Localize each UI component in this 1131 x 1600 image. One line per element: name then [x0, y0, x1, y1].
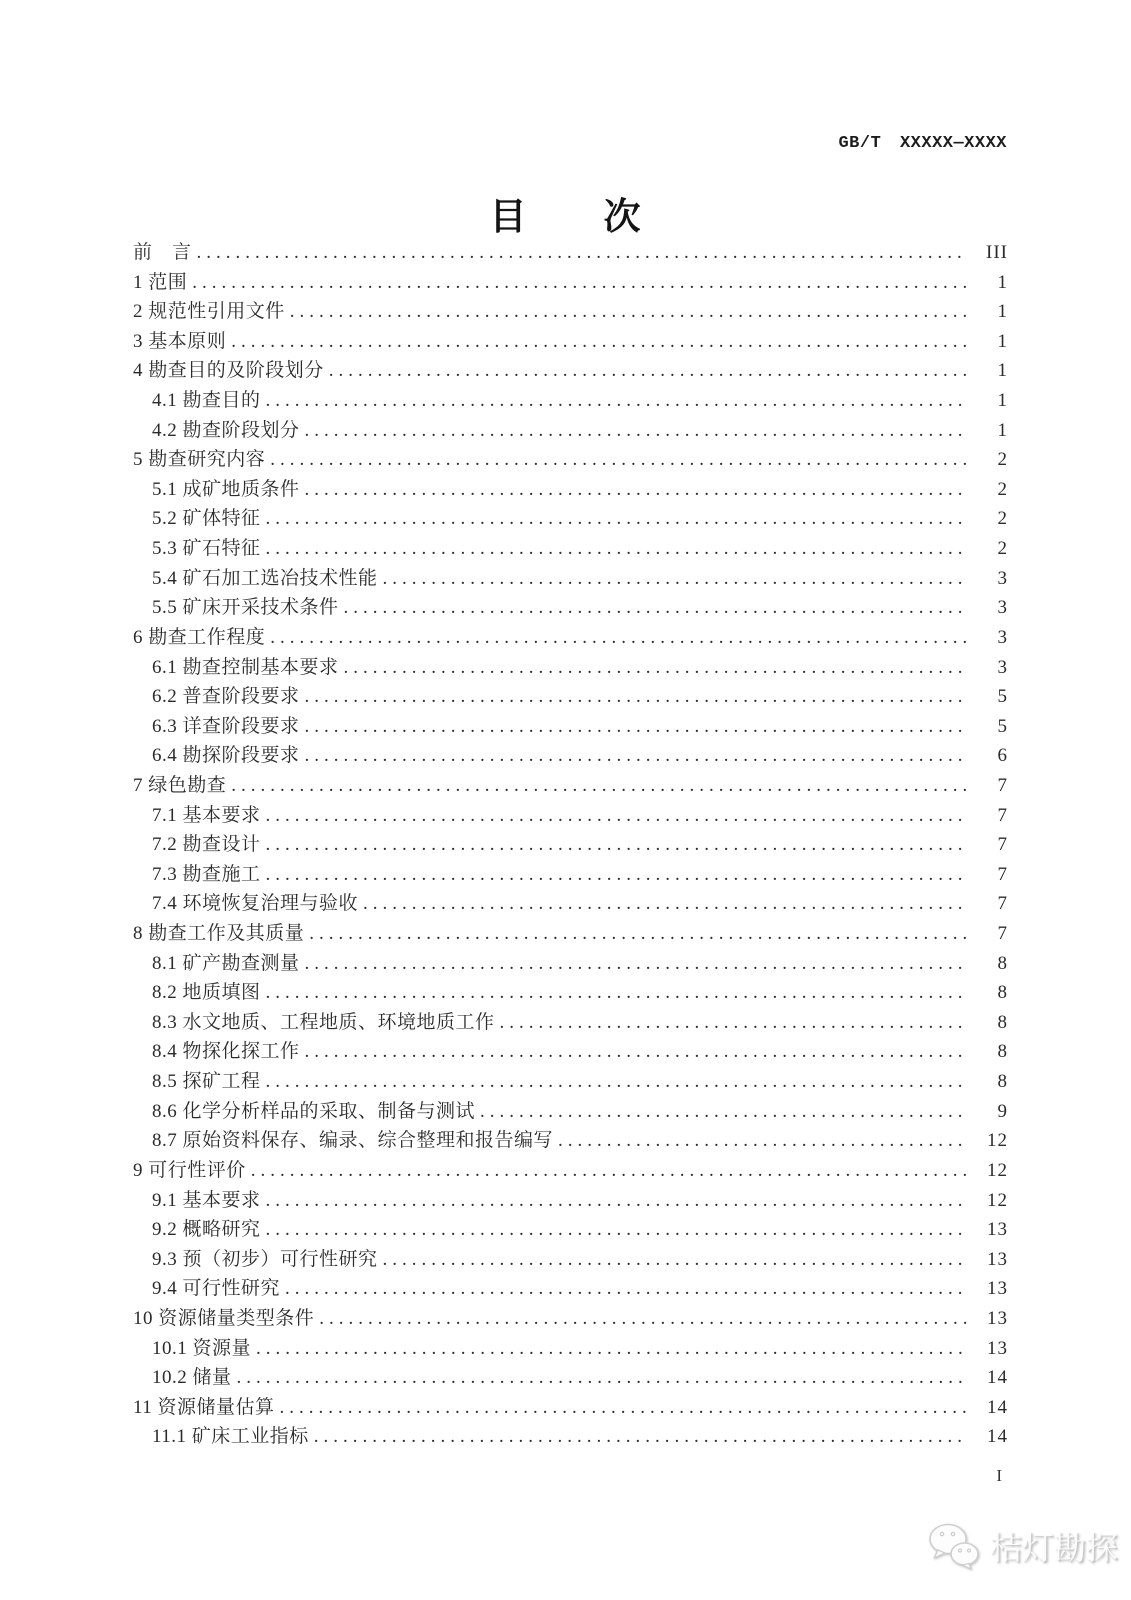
toc-entry-page: 7: [997, 923, 1008, 945]
toc-entry-label: 5.2 矿体特征: [152, 508, 261, 530]
toc-entry-label: 8.3 水文地质、工程地质、环境地质工作: [152, 1011, 495, 1033]
dot-leader: [309, 919, 967, 949]
dot-leader: [270, 623, 967, 653]
toc-entry: [133, 889, 1008, 919]
toc-entry: [133, 1334, 1008, 1364]
toc-entry: [133, 386, 1008, 416]
wechat-logo-icon: [928, 1522, 980, 1570]
toc-entry-page: 13: [987, 1278, 1008, 1300]
toc-entry-label: 8 勘查工作及其质量: [133, 923, 305, 945]
toc-entry: [133, 623, 1008, 653]
toc-entry-label: 5.1 成矿地质条件: [152, 478, 300, 500]
toc-entry: [133, 593, 1008, 623]
dot-leader: [256, 1334, 967, 1364]
dot-leader: [305, 712, 967, 742]
dot-leader: [305, 416, 967, 446]
toc-entry: [133, 1215, 1008, 1245]
toc-entry: [133, 238, 1008, 268]
toc-entry: [133, 741, 1008, 771]
toc-entry: [133, 919, 1008, 949]
toc-entry-page: 8: [997, 1011, 1008, 1033]
toc-entry-page: 8: [997, 952, 1008, 974]
toc-entry-page: 7: [997, 834, 1008, 856]
toc-entry: [133, 860, 1008, 890]
toc-entry-label: 7.1 基本要求: [152, 804, 261, 826]
dot-leader: [266, 386, 967, 416]
dot-leader: [500, 1008, 967, 1038]
toc-entry-label: 7.4 环境恢复治理与验收: [152, 893, 359, 915]
toc-entry-label: 10.1 资源量: [152, 1337, 252, 1359]
toc-entry-label: 8.6 化学分析样品的采取、制备与测试: [152, 1100, 476, 1122]
dot-leader: [266, 801, 967, 831]
toc-entry-page: 3: [997, 656, 1008, 678]
toc-entry: [133, 1274, 1008, 1304]
toc-entry-label: 4.2 勘查阶段划分: [152, 419, 300, 441]
dot-leader: [266, 1067, 967, 1097]
page-title: 目 次: [489, 197, 642, 238]
dot-leader: [558, 1126, 967, 1156]
dot-leader: [314, 1422, 967, 1452]
dot-leader: [480, 1097, 967, 1127]
toc-entry-page: 1: [997, 419, 1008, 441]
toc-entry-page: 7: [997, 804, 1008, 826]
toc-entry-page: 12: [987, 1159, 1008, 1181]
dot-leader: [231, 771, 967, 801]
dot-leader: [197, 238, 967, 268]
toc-entry-page: 2: [997, 478, 1008, 500]
toc-entry-page: 14: [987, 1396, 1008, 1418]
toc-entry-label: 2 规范性引用文件: [133, 301, 285, 323]
toc-entry: [133, 830, 1008, 860]
dot-leader: [266, 830, 967, 860]
toc-entry-label: 11.1 矿床工业指标: [152, 1426, 309, 1448]
dot-leader: [285, 1274, 967, 1304]
dot-leader: [305, 475, 967, 505]
toc-entry-page: 7: [997, 774, 1008, 796]
toc-entry: [133, 416, 1008, 446]
dot-leader: [251, 1156, 967, 1186]
toc-entry-label: 9.3 预（初步）可行性研究: [152, 1248, 378, 1270]
dot-leader: [270, 445, 967, 475]
toc-entry-page: 2: [997, 449, 1008, 471]
toc-entry-label: 5.3 矿石特征: [152, 538, 261, 560]
toc-entry-label: 6.4 勘探阶段要求: [152, 745, 300, 767]
toc-entry-page: 14: [987, 1367, 1008, 1389]
toc-entry: [133, 1037, 1008, 1067]
toc-entry-page: 2: [997, 508, 1008, 530]
toc-entry-page: 8: [997, 1041, 1008, 1063]
toc-entry-label: 5.5 矿床开采技术条件: [152, 597, 339, 619]
toc-entry: [133, 1067, 1008, 1097]
toc-entry-page: 3: [997, 567, 1008, 589]
folio-page-number: I: [996, 1466, 1003, 1485]
toc-entry-page: 1: [997, 271, 1008, 293]
toc-entry-label: 前 言: [133, 242, 192, 263]
toc-entry: [133, 1186, 1008, 1216]
standard-code: GB/T XXXXX—XXXX: [838, 134, 1007, 153]
toc-entry-label: 5.4 矿石加工选冶技术性能: [152, 567, 378, 589]
toc-entry: [133, 534, 1008, 564]
toc-entry-label: 9.2 概略研究: [152, 1219, 261, 1241]
toc-entry-page: 13: [987, 1307, 1008, 1329]
toc-entry: [133, 949, 1008, 979]
toc-entry-page: 8: [997, 982, 1008, 1004]
watermark-text: 桔灯勘探: [990, 1530, 1119, 1566]
toc-entry: [133, 1422, 1008, 1452]
dot-leader: [266, 860, 967, 890]
dot-leader: [305, 741, 967, 771]
toc-entry: [133, 356, 1008, 386]
toc-entry-page: 7: [997, 863, 1008, 885]
dot-leader: [266, 1186, 967, 1216]
toc-entry-page: 13: [987, 1219, 1008, 1241]
dot-leader: [231, 327, 967, 357]
toc-entry-label: 6 勘查工作程度: [133, 626, 266, 648]
dot-leader: [344, 593, 967, 623]
toc-entry-page: 3: [997, 626, 1008, 648]
toc-entry-label: 8.2 地质填图: [152, 982, 261, 1004]
table-of-contents: [133, 238, 1008, 1452]
dot-leader: [237, 1363, 967, 1393]
toc-entry-label: 8.5 探矿工程: [152, 1071, 261, 1093]
toc-entry-label: 4.1 勘查目的: [152, 390, 261, 412]
toc-entry: [133, 504, 1008, 534]
toc-entry-page: 1: [997, 360, 1008, 382]
toc-entry: [133, 978, 1008, 1008]
toc-entry: [133, 682, 1008, 712]
toc-entry-page: 6: [997, 745, 1008, 767]
toc-entry-label: 10.2 储量: [152, 1367, 232, 1389]
dot-leader: [344, 653, 967, 683]
toc-entry-page: 3: [997, 597, 1008, 619]
toc-entry-label: 6.1 勘查控制基本要求: [152, 656, 339, 678]
dot-leader: [329, 356, 967, 386]
toc-entry-page: 13: [987, 1248, 1008, 1270]
dot-leader: [383, 564, 967, 594]
dot-leader: [266, 1215, 967, 1245]
toc-entry-label: 7.2 勘查设计: [152, 834, 261, 856]
toc-entry: [133, 1393, 1008, 1423]
toc-entry: [133, 1097, 1008, 1127]
toc-entry-page: 5: [997, 686, 1008, 708]
toc-entry-label: 10 资源储量类型条件: [133, 1307, 315, 1329]
toc-entry-label: 6.3 详查阶段要求: [152, 715, 300, 737]
dot-leader: [363, 889, 967, 919]
toc-entry-page: 1: [997, 330, 1008, 352]
toc-entry-page: 9: [997, 1100, 1008, 1122]
toc-entry-page: 13: [987, 1337, 1008, 1359]
toc-entry: [133, 297, 1008, 327]
dot-leader: [266, 978, 967, 1008]
toc-entry-label: 3 基本原则: [133, 330, 227, 352]
toc-entry-page: 2: [997, 538, 1008, 560]
dot-leader: [305, 1037, 967, 1067]
dot-leader: [266, 504, 967, 534]
toc-entry: [133, 1245, 1008, 1275]
toc-entry: [133, 653, 1008, 683]
toc-entry: [133, 771, 1008, 801]
toc-entry-label: 4 勘查目的及阶段划分: [133, 360, 324, 382]
toc-entry-label: 8.4 物探化探工作: [152, 1041, 300, 1063]
toc-entry-page: III: [986, 242, 1008, 263]
toc-entry-label: 8.1 矿产勘查测量: [152, 952, 300, 974]
toc-entry: [133, 564, 1008, 594]
toc-entry: [133, 801, 1008, 831]
toc-entry-page: 1: [997, 301, 1008, 323]
toc-entry: [133, 1126, 1008, 1156]
dot-leader: [305, 682, 967, 712]
toc-entry-page: 12: [987, 1189, 1008, 1211]
toc-entry-label: 9 可行性评价: [133, 1159, 246, 1181]
toc-entry-label: 1 范围: [133, 271, 188, 293]
dot-leader: [319, 1304, 967, 1334]
dot-leader: [305, 949, 967, 979]
toc-entry: [133, 1156, 1008, 1186]
toc-entry: [133, 327, 1008, 357]
toc-entry-page: 5: [997, 715, 1008, 737]
dot-leader: [266, 534, 967, 564]
toc-entry-page: 7: [997, 893, 1008, 915]
toc-entry: [133, 475, 1008, 505]
toc-entry-label: 8.7 原始资料保存、编录、综合整理和报告编写: [152, 1130, 554, 1152]
toc-entry: [133, 445, 1008, 475]
toc-entry-label: 11 资源储量估算: [133, 1396, 275, 1418]
toc-entry-label: 6.2 普查阶段要求: [152, 686, 300, 708]
toc-entry-page: 1: [997, 390, 1008, 412]
toc-entry: [133, 1008, 1008, 1038]
toc-entry-page: 12: [987, 1130, 1008, 1152]
toc-entry-label: 7 绿色勘查: [133, 774, 227, 796]
dot-leader: [290, 297, 967, 327]
toc-entry: [133, 712, 1008, 742]
watermark: [928, 1522, 1118, 1570]
toc-entry-label: 9.1 基本要求: [152, 1189, 261, 1211]
toc-entry: [133, 268, 1008, 298]
toc-entry-label: 7.3 勘查施工: [152, 863, 261, 885]
toc-entry-page: 8: [997, 1071, 1008, 1093]
toc-entry: [133, 1363, 1008, 1393]
dot-leader: [383, 1245, 967, 1275]
toc-entry-label: 5 勘查研究内容: [133, 449, 266, 471]
toc-entry: [133, 1304, 1008, 1334]
toc-entry-label: 9.4 可行性研究: [152, 1278, 281, 1300]
toc-entry-page: 14: [987, 1426, 1008, 1448]
dot-leader: [280, 1393, 967, 1423]
dot-leader: [192, 268, 967, 298]
